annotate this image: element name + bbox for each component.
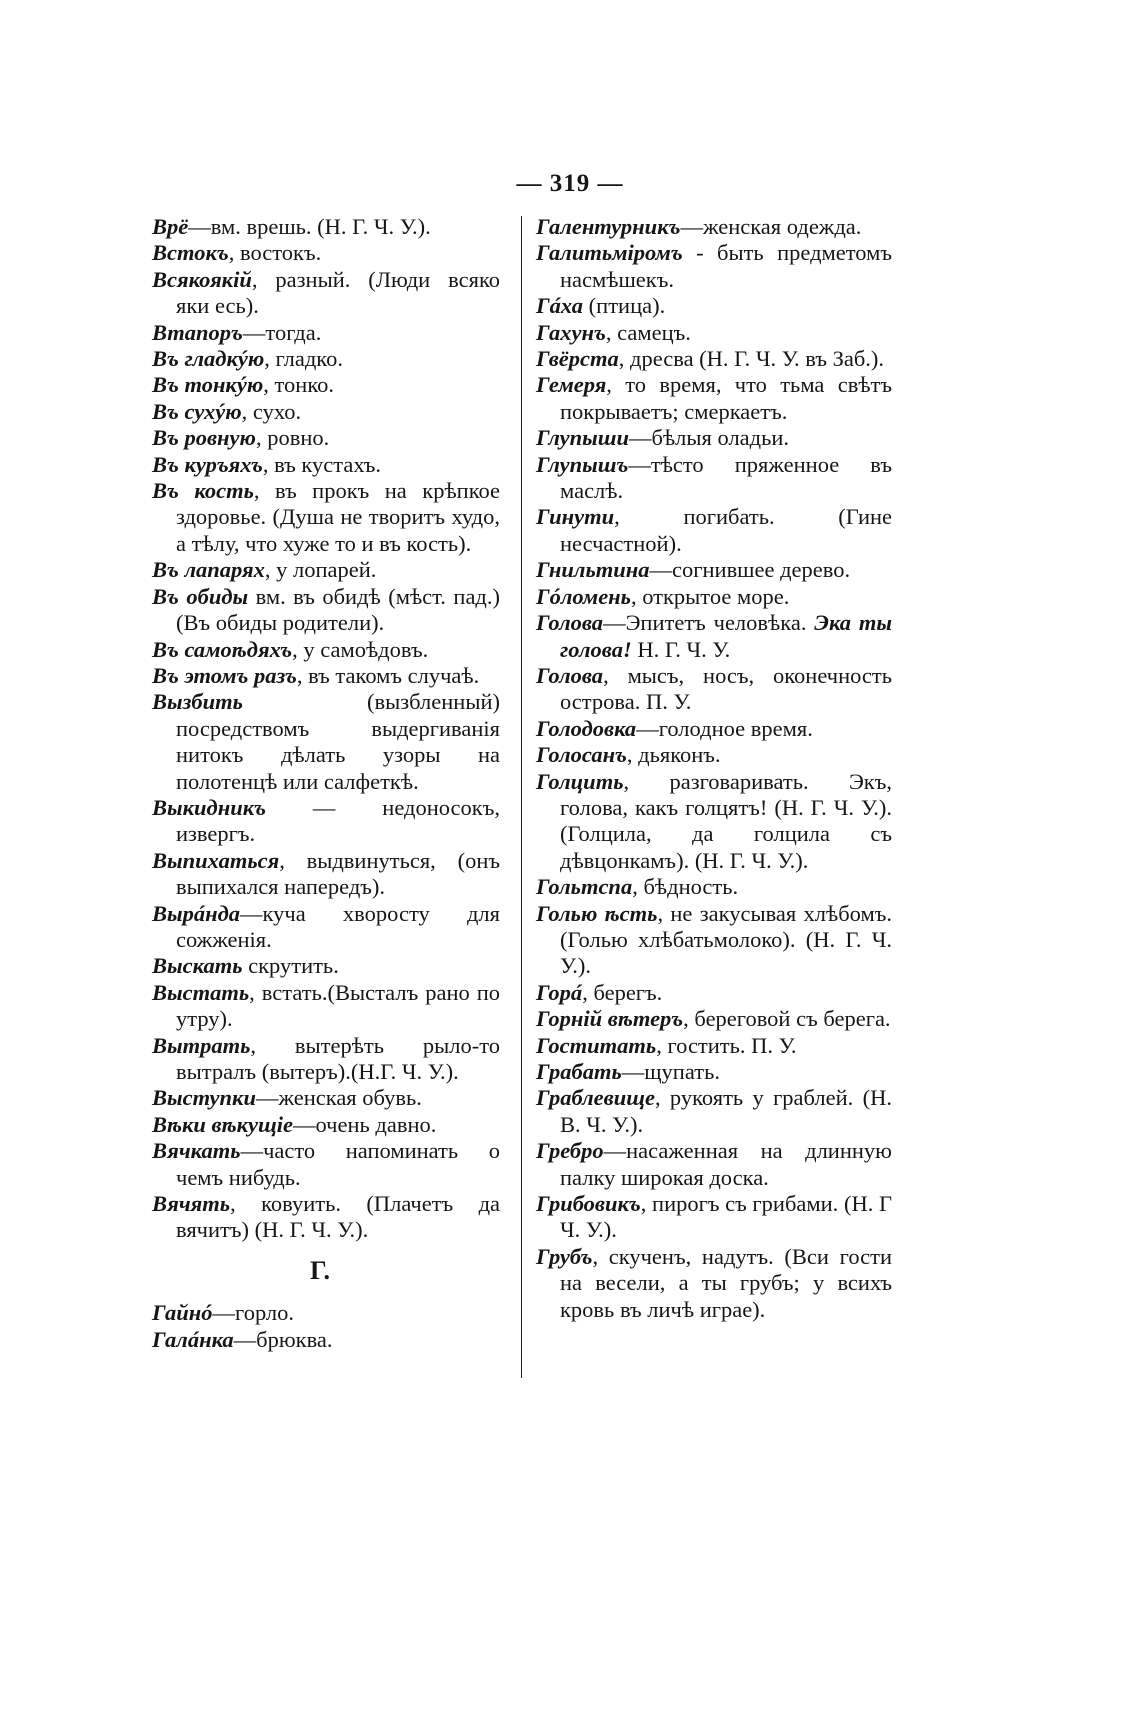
dictionary-entry: [152, 1138, 500, 1191]
dictionary-entry: [152, 320, 500, 346]
entry-separator: ,: [683, 1006, 695, 1032]
entry-separator: ,: [264, 346, 276, 372]
entry-separator: ,: [614, 504, 684, 530]
entry-definition: дьяконъ.: [638, 742, 721, 768]
column-divider: [521, 216, 522, 1378]
dictionary-entry: [152, 953, 500, 979]
entry-headword: Гоститать: [536, 1032, 657, 1058]
entry-headword: Гемеря: [536, 372, 607, 398]
dictionary-entry: [536, 901, 892, 980]
entry-headword: Голодовка: [536, 715, 637, 741]
entry-definition: разговаривать. Экъ, голова, какъ голцятъ! (Н. Г. Ч. У.). (Голцила, да голцила съ дѣвцонкамъ). (Н. Г. Ч. У.).: [560, 768, 892, 873]
entry-definition: скученъ, надутъ. (Вси гости на весели, а ты грубъ; у всихъ кровь въ личѣ играе).: [560, 1243, 892, 1322]
entry-definition: пирогъ съ грибами. (Н. Г Ч. У.).: [560, 1191, 892, 1243]
entry-separator: [243, 689, 367, 714]
entry-headword: Гóломень: [536, 583, 631, 609]
entry-definition: ковуить. (Плачетъ да вячитъ) (Н. Г. Ч. У.).: [176, 1191, 501, 1243]
entry-headword: Горній вѣтеръ: [536, 1006, 684, 1032]
dictionary-entry: [152, 372, 500, 398]
entry-separator: ,: [255, 425, 268, 451]
entry-separator: ,: [228, 240, 240, 266]
entry-definition: погибать. (Гине несчастной).: [560, 504, 893, 556]
entry-separator: —: [636, 715, 659, 741]
entry-separator: —: [649, 557, 673, 583]
entry-headword: Глупышъ: [536, 451, 629, 477]
dictionary-entry: [536, 452, 892, 505]
entry-headword: Въ куръяхъ: [152, 451, 263, 477]
dictionary-entry: [536, 610, 892, 663]
entry-definition: недоносокъ, извергъ.: [176, 794, 500, 847]
entry-definition: бѣлыя оладьи.: [651, 425, 790, 451]
entry-headword: Въ сухýю: [152, 398, 242, 424]
entry-headword: Вячкать: [152, 1138, 241, 1164]
entry-headword: Въ обиды: [152, 583, 249, 609]
entry-headword: Въ кость: [152, 478, 254, 504]
entry-headword: Гвёрста: [536, 346, 619, 372]
entry-headword: Гинути: [536, 504, 615, 530]
entry-headword: Втапоръ: [152, 319, 243, 345]
entry-definition: не закусывая хлѣбомъ. (Голью хлѣбатьмолоко). (Н. Г. Ч. У.).: [560, 900, 892, 979]
entry-headword: Гольтспа: [536, 874, 633, 900]
entry-definition: горло.: [235, 1300, 295, 1326]
entry-definition: (вызбленный) посредствомъ выдергиванія нитокъ дѣлать узоры на полотенцѣ или салфеткѣ.: [176, 689, 500, 794]
entry-separator: ,: [618, 346, 631, 372]
entry-separator: ,: [603, 662, 628, 688]
entry-definition: часто напоминать о чемъ нибудь.: [176, 1138, 500, 1190]
entry-headword: Вызбить: [152, 689, 243, 715]
dictionary-entry: [536, 769, 892, 875]
dictionary-entry: [152, 478, 500, 557]
dictionary-entry: [152, 1300, 500, 1326]
dictionary-entry: [536, 240, 892, 293]
dictionary-entry: [536, 320, 892, 346]
entry-headword: Горá: [536, 979, 583, 1005]
dictionary-entry: [152, 1112, 500, 1138]
entry-headword: Въ ровную: [152, 425, 256, 451]
entry-separator: ,: [253, 478, 276, 504]
entry-separator: ,: [279, 847, 307, 873]
entry-separator: ,: [630, 583, 643, 609]
dictionary-entry: [152, 1327, 500, 1353]
dictionary-entry: [152, 901, 500, 954]
entry-separator: ,: [264, 557, 277, 583]
entry-separator: ,: [654, 1085, 670, 1111]
dictionary-entry: [536, 1059, 892, 1085]
entry-headword: Гáха: [536, 293, 584, 319]
entry-definition: быть предметомъ насмѣшекъ.: [560, 240, 892, 292]
entry-headword: Голцить: [536, 768, 624, 794]
left-entries: [152, 214, 500, 1244]
entry-headword: Гайнó: [152, 1300, 213, 1326]
dictionary-entry: [536, 504, 892, 557]
entry-definition: (птица).: [588, 293, 666, 319]
entry-definition: тонко.: [274, 372, 334, 398]
entry-separator: ,: [263, 372, 275, 398]
entry-headword: Врё: [152, 214, 189, 239]
entry-separator: ,: [241, 398, 253, 424]
dictionary-entry: [152, 1085, 500, 1111]
entry-headword: Выскать: [152, 953, 243, 979]
dictionary-entry: [536, 742, 892, 768]
entry-headword: Гахунъ: [536, 319, 606, 345]
entry-separator: ,: [230, 1191, 262, 1217]
dictionary-entry: [536, 663, 892, 716]
entry-headword: Въ этомъ разъ: [152, 662, 297, 688]
entry-definition: Эпитетъ человѣка.: [625, 610, 807, 636]
entry-headword: Встокъ: [152, 240, 229, 266]
dictionary-entry: [536, 1244, 892, 1323]
entry-separator: ,: [582, 979, 594, 1005]
entry-headword: Голова: [536, 610, 604, 636]
entry-separator: —: [255, 1085, 279, 1111]
entry-headword: Грибовикъ: [536, 1191, 641, 1217]
entry-headword: Галентурникъ: [536, 214, 681, 239]
dictionary-entry: [152, 689, 500, 795]
entry-separator: ,: [605, 319, 618, 345]
entry-definition: у лопарей.: [276, 557, 377, 583]
entry-source: Н. Г. Ч. У.: [637, 636, 731, 662]
entry-definition: дресва (Н. Г. Ч. У. въ Заб.).: [630, 346, 885, 372]
entry-separator: ,: [623, 768, 670, 794]
dictionary-entry: [536, 1006, 892, 1032]
entry-headword: Галáнка: [152, 1326, 234, 1352]
entry-definition: насаженная на длинную палку широкая доска.: [560, 1138, 892, 1190]
entry-definition: самецъ.: [617, 319, 691, 345]
entry-separator: ,: [657, 900, 671, 926]
dictionary-entry: [152, 848, 500, 901]
dictionary-entry: [536, 874, 892, 900]
entry-definition: у самоѣдовъ.: [303, 636, 429, 662]
entry-definition: встать.(Высталъ рано по утру).: [176, 979, 500, 1032]
entry-separator: ,: [249, 979, 262, 1005]
entry-headword: Въ тонкýю: [152, 372, 264, 398]
entry-separator: —: [293, 1111, 316, 1137]
entry-definition: въ прокъ на крѣпкое здоровье. (Душа не творитъ худо, а тѣлу, что хуже то и въ кость).: [176, 478, 501, 556]
entry-definition: голодное время.: [658, 715, 813, 741]
entry-headword: Выступки: [152, 1085, 256, 1111]
dictionary-entry: [152, 1191, 500, 1244]
entry-headword: Галитьміромъ: [536, 240, 683, 266]
dictionary-entry: [536, 1138, 892, 1191]
entry-definition: тѣсто пряженное въ маслѣ.: [560, 451, 892, 504]
entry-definition: гладко.: [275, 346, 343, 372]
right-entries: [536, 214, 892, 1323]
entry-headword: Вѣки вѣкущіе: [152, 1111, 293, 1137]
entry-headword: Вячять: [152, 1191, 231, 1217]
left-entries-after: [152, 1300, 500, 1353]
entry-headword: Въ самоѣдяхъ: [152, 636, 293, 662]
entry-headword: Вытрать: [152, 1032, 251, 1058]
entry-separator: ,: [251, 266, 276, 292]
dictionary-entry: [536, 557, 892, 583]
dictionary-entry: [152, 980, 500, 1033]
entry-separator: —: [188, 214, 211, 239]
entry-separator: —: [265, 794, 383, 820]
entry-headword: Глупыши: [536, 425, 630, 451]
entry-definition: востокъ.: [239, 240, 322, 266]
entry-definition: женская одежда.: [702, 214, 862, 239]
entry-headword: Выстать: [152, 979, 250, 1005]
entry-definition: брюква.: [256, 1326, 333, 1352]
entry-headword: Грабать: [536, 1059, 622, 1084]
entry-definition: береговой съ берега.: [694, 1006, 891, 1032]
entry-definition: въ такомъ случаѣ.: [308, 662, 480, 688]
dictionary-entry: [536, 425, 892, 451]
entry-separator: —: [629, 425, 652, 451]
dictionary-entry: [152, 267, 500, 320]
entry-definition: тогда.: [265, 319, 322, 345]
entry-headword: Выпихаться: [152, 847, 280, 873]
entry-separator: [248, 584, 255, 609]
entry-separator: —: [240, 900, 263, 926]
entry-headword: Голосанъ: [536, 742, 627, 768]
entry-separator: —: [233, 1326, 257, 1352]
entry-definition: берегъ.: [593, 979, 663, 1005]
dictionary-entry: [536, 372, 892, 425]
entry-separator: —: [680, 214, 703, 239]
dictionary-entry: [536, 1191, 892, 1244]
dictionary-entry: [536, 293, 892, 319]
entry-headword: Вырáнда: [152, 900, 241, 926]
dictionary-entry: [152, 557, 500, 583]
entry-headword: Гребро: [536, 1138, 604, 1164]
entry-separator: ,: [296, 662, 309, 688]
dictionary-entry: [152, 452, 500, 478]
entry-definition: вытерѣть рыло-то вытралъ (вытеръ).(Н.Г. Ч. У.).: [176, 1032, 500, 1084]
entry-separator: —: [603, 1138, 627, 1164]
entry-headword: Голова: [536, 662, 604, 688]
left-column: [152, 214, 500, 1353]
entry-definition: скрутить.: [248, 953, 339, 979]
entry-separator: —: [628, 451, 651, 477]
entry-separator: ,: [292, 636, 304, 662]
entry-definition: куча хворосту для сожженія.: [176, 900, 500, 952]
entry-separator: ,: [262, 451, 275, 477]
entry-headword: Грубъ: [536, 1243, 593, 1269]
dictionary-entry: [536, 716, 892, 742]
dictionary-entry: [152, 637, 500, 663]
dictionary-entry: [152, 214, 500, 240]
right-column: [536, 214, 892, 1323]
entry-definition: открытое море.: [642, 583, 790, 609]
entry-separator: —: [212, 1300, 236, 1326]
entry-definition: вм. въ обидѣ (мѣст. пад.) (Въ обиды родители).: [176, 583, 500, 636]
entry-headword: Граблевище: [536, 1085, 655, 1111]
entry-separator: —: [242, 319, 266, 345]
entry-definition: рукоять у граблей. (Н. В. Ч. У.).: [560, 1085, 893, 1137]
page-number: — 319 —: [516, 170, 624, 197]
entry-separator: ,: [626, 742, 639, 768]
entry-definition: бѣдность.: [643, 874, 739, 900]
entry-definition: щупать.: [644, 1059, 720, 1084]
entry-definition: сухо.: [252, 398, 302, 424]
dictionary-entry: [152, 399, 500, 425]
entry-definition: ровно.: [267, 425, 330, 451]
entry-example: Эка ты голова!: [560, 610, 892, 662]
entry-separator: -: [682, 240, 718, 266]
entry-separator: —: [621, 1059, 645, 1084]
dictionary-entry: [152, 584, 500, 637]
dictionary-entry: [536, 1085, 892, 1138]
entry-headword: Въ лапарях: [152, 557, 265, 583]
entry-headword: Всякоякій: [152, 266, 252, 292]
entry-separator: ,: [640, 1191, 653, 1217]
dictionary-entry: [536, 980, 892, 1006]
dictionary-entry: [152, 425, 500, 451]
entry-separator: ,: [250, 1032, 295, 1058]
entry-separator: —: [603, 610, 626, 636]
entry-definition: разный. (Люди всяко яки есь).: [176, 266, 500, 319]
dictionary-entry: [152, 663, 500, 689]
dictionary-entry: [536, 1033, 892, 1059]
entry-headword: Гнильтина: [536, 557, 650, 583]
entry-headword: Въ гладкýю: [152, 346, 265, 372]
entry-separator: —: [240, 1138, 264, 1164]
dictionary-entry: [536, 214, 892, 240]
entry-definition: выдвинуться, (онъ выпихался напередъ).: [176, 847, 500, 900]
entry-definition: женская обувь.: [278, 1085, 422, 1111]
entry-definition: очень давно.: [315, 1111, 437, 1137]
dictionary-entry: [536, 584, 892, 610]
dictionary-entry: [152, 795, 500, 848]
entry-definition: то время, что тьма свѣтъ покрываетъ; смеркаетъ.: [560, 372, 893, 424]
dictionary-entry: [152, 240, 500, 266]
entry-definition: мысъ, носъ, оконечность острова. П. У.: [560, 662, 893, 715]
entry-separator: ,: [606, 372, 626, 398]
dictionary-entry: [152, 346, 500, 372]
entry-separator: ,: [632, 874, 644, 900]
entry-headword: Голью ѣсть: [536, 900, 658, 926]
entry-separator: ,: [656, 1032, 668, 1058]
entry-separator: ,: [592, 1243, 609, 1269]
entry-definition: гостить. П. У.: [667, 1032, 797, 1058]
entry-headword: Выкидникъ: [152, 794, 266, 820]
entry-definition: согнившее дерево.: [672, 557, 851, 583]
entry-definition: вм. врешь. (Н. Г. Ч. У.).: [210, 214, 431, 239]
entry-definition: въ кустахъ.: [274, 451, 381, 477]
dictionary-entry: [536, 346, 892, 372]
dictionary-entry: [152, 1033, 500, 1086]
section-letter: Г.: [309, 1255, 331, 1285]
